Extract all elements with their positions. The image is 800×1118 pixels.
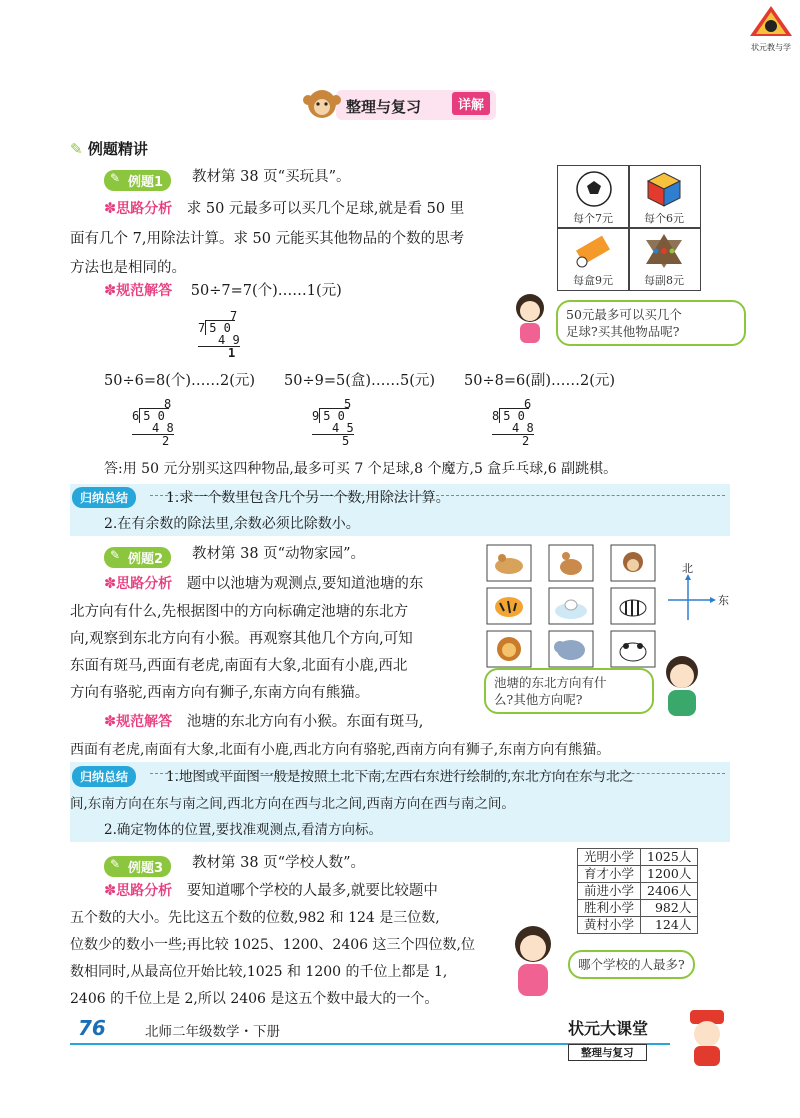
example3-analysis-line3: 位数少的数小一些;再比较 1025、1200、2406 这三个四位数,位 xyxy=(70,937,475,953)
chinese-checkers-icon xyxy=(642,232,686,270)
example3-source: 教材第 38 页“学校人数”。 xyxy=(192,855,365,871)
example3-analysis: ✽思路分析 要知道哪个学校的人最多,就要比较题中 xyxy=(104,883,438,899)
zebra-icon xyxy=(610,587,656,625)
flower-icon: ✽ xyxy=(104,576,117,592)
table-row: 光明小学 1025人 xyxy=(578,849,698,866)
footer-book-title: 北师二年级数学・下册 xyxy=(145,1024,280,1040)
girl-character-icon xyxy=(506,290,554,350)
example1-answer: ✽规范解答 50÷7=7(个)……1(元) xyxy=(104,283,342,299)
example2-speech-bubble: 池塘的东北方向有什 么?其他方向呢? xyxy=(484,668,654,714)
example3-analysis-line4: 数相同时,从最高位开始比较,1025 和 1200 的千位上都是 1, xyxy=(70,964,448,980)
elephant-icon xyxy=(548,630,594,668)
tiger-icon xyxy=(486,587,532,625)
example3-analysis-line2: 五个数的大小。先比这五个数的位数,982 和 124 是三位数, xyxy=(70,910,440,926)
page-number: 76 xyxy=(78,1016,106,1040)
title-badge: 详解 xyxy=(452,92,490,115)
example1-analysis-line2: 面有几个 7,用除法计算。求 50 元能买其他物品的个数的思考 xyxy=(70,231,465,247)
example1-analysis-line3: 方法也是相同的。 xyxy=(70,260,186,276)
long-division-main: 7 7 5 0 4 9 1 xyxy=(198,309,240,360)
section-heading: ✎ 例题精讲 xyxy=(70,140,148,158)
example1-eq3: 50÷9=5(盒)……5(元) xyxy=(284,373,436,389)
example1-analysis: ✽思路分析 求 50 元最多可以买几个足球,就是看 50 里 xyxy=(104,201,465,217)
summary1-line1: 1.求一个数里包含几个另一个数,用除法计算。 xyxy=(166,490,450,506)
mascot-boy-icon xyxy=(682,1008,732,1068)
lion-icon xyxy=(486,630,532,668)
example3-speech-bubble: 哪个学校的人最多? xyxy=(568,950,695,979)
table-row: 育才小学 1200人 xyxy=(578,866,698,883)
example2-analysis-line5: 方向有骆驼,西南方向有狮子,东南方向有熊猫。 xyxy=(70,685,370,701)
flower-icon: ✽ xyxy=(104,714,117,730)
toy-price-label: 每盒9元 xyxy=(573,274,613,287)
long-division-4: 6 8 5 0 4 8 2 xyxy=(492,397,534,448)
monkey-animal-icon xyxy=(610,544,656,582)
rubiks-cube-icon xyxy=(644,170,684,208)
flower-icon: ✽ xyxy=(104,883,117,899)
compass-north-label: 北 xyxy=(682,562,693,575)
example1-eq2: 50÷6=8(个)……2(元) xyxy=(104,373,256,389)
toy-price-label: 每个7元 xyxy=(573,212,613,225)
example1-speech-bubble: 50元最多可以买几个 足球?买其他物品呢? xyxy=(556,300,746,346)
example3-badge: ✎ 例题3 xyxy=(104,856,171,877)
example2-source: 教材第 38 页“动物家园”。 xyxy=(192,546,365,562)
panda-icon xyxy=(610,630,656,668)
school-table xyxy=(577,848,698,934)
page-title: 整理与复习 xyxy=(346,98,422,116)
example2-analysis-line2: 北方向有什么,先根据图中的方向标确定池塘的东北方 xyxy=(70,604,409,620)
toy-price-label: 每副8元 xyxy=(644,274,684,287)
toy-price-label: 每个6元 xyxy=(644,212,684,225)
ping-pong-box-icon xyxy=(572,232,616,270)
flower-icon: ✽ xyxy=(104,283,117,299)
logo-text: 状元教与学 xyxy=(751,43,791,52)
flower-icon: ✽ xyxy=(104,201,117,217)
summary2-line3: 2.确定物体的位置,要找准观测点,看清方向标。 xyxy=(104,822,382,838)
example1-final-answer: 答:用 50 元分别买这四种物品,最多可买 7 个足球,8 个魔方,5 盒乒乓球,6 副跳棋。 xyxy=(104,461,618,477)
section-pencil-icon: ✎ xyxy=(70,140,83,158)
long-division-2: 8 6 5 0 4 8 2 xyxy=(132,397,174,448)
pond-icon xyxy=(548,587,594,625)
corner-logo xyxy=(748,4,794,52)
table-row: 黄村小学 124人 xyxy=(578,917,698,934)
boy-character-icon xyxy=(654,650,710,720)
summary2-tag: 归纳总结 xyxy=(72,766,136,787)
logo-triangle-icon xyxy=(748,4,794,38)
summary2-line1: 1.地图或平面图一般是按照上北下南,左西右东进行绘制的,东北方向在东与北之 xyxy=(166,769,633,785)
deer-icon xyxy=(548,544,594,582)
example3-analysis-line5: 2406 的千位上是 2,所以 2406 是这五个数中最大的一个。 xyxy=(70,991,439,1007)
pen-icon: ✎ xyxy=(110,857,121,871)
example1-source: 教材第 38 页“买玩具”。 xyxy=(192,169,351,185)
pen-icon: ✎ xyxy=(110,171,121,185)
footer-subtitle: 整理与复习 xyxy=(568,1044,647,1061)
soccer-ball-icon xyxy=(574,170,614,208)
long-division-3: 5 9 5 0 4 5 5 xyxy=(312,397,354,448)
table-row: 前进小学 2406人 xyxy=(578,883,698,900)
animal-grid xyxy=(486,544,656,668)
footer-brand: 状元大课堂 xyxy=(568,1019,649,1038)
example2-answer: ✽规范解答 池塘的东北方向有小猴。东面有斑马, xyxy=(104,714,424,730)
summary1-tag: 归纳总结 xyxy=(72,487,136,508)
pen-icon: ✎ xyxy=(110,548,121,562)
example1-eq4: 50÷8=6(副)……2(元) xyxy=(464,373,616,389)
example1-badge: ✎ 例题1 xyxy=(104,170,171,191)
example2-badge: ✎ 例题2 xyxy=(104,547,171,568)
example2-analysis-line3: 向,观察到东北方向有小猴。再观察其他几个方向,可知 xyxy=(70,631,413,647)
camel-icon xyxy=(486,544,532,582)
toy-price-grid xyxy=(557,165,701,291)
compass-cross-icon xyxy=(666,572,720,622)
summary2-line2: 间,东南方向在东与南之间,西北方向在西与北之间,西南方向在西与南之间。 xyxy=(70,796,515,812)
girl-character-icon xyxy=(504,920,562,1002)
table-row: 胜利小学 982人 xyxy=(578,900,698,917)
compass-east-label: 东 xyxy=(718,594,729,607)
summary1-line2: 2.在有余数的除法里,余数必须比除数小。 xyxy=(104,516,360,532)
example2-analysis: ✽思路分析 题中以池塘为观测点,要知道池塘的东 xyxy=(104,576,424,592)
example2-answer-line2: 西面有老虎,南面有大象,北面有小鹿,西北方向有骆驼,西南方向有狮子,东南方向有熊猫。 xyxy=(70,742,611,758)
example2-analysis-line4: 东面有斑马,西面有老虎,南面有大象,北面有小鹿,西北 xyxy=(70,658,408,674)
